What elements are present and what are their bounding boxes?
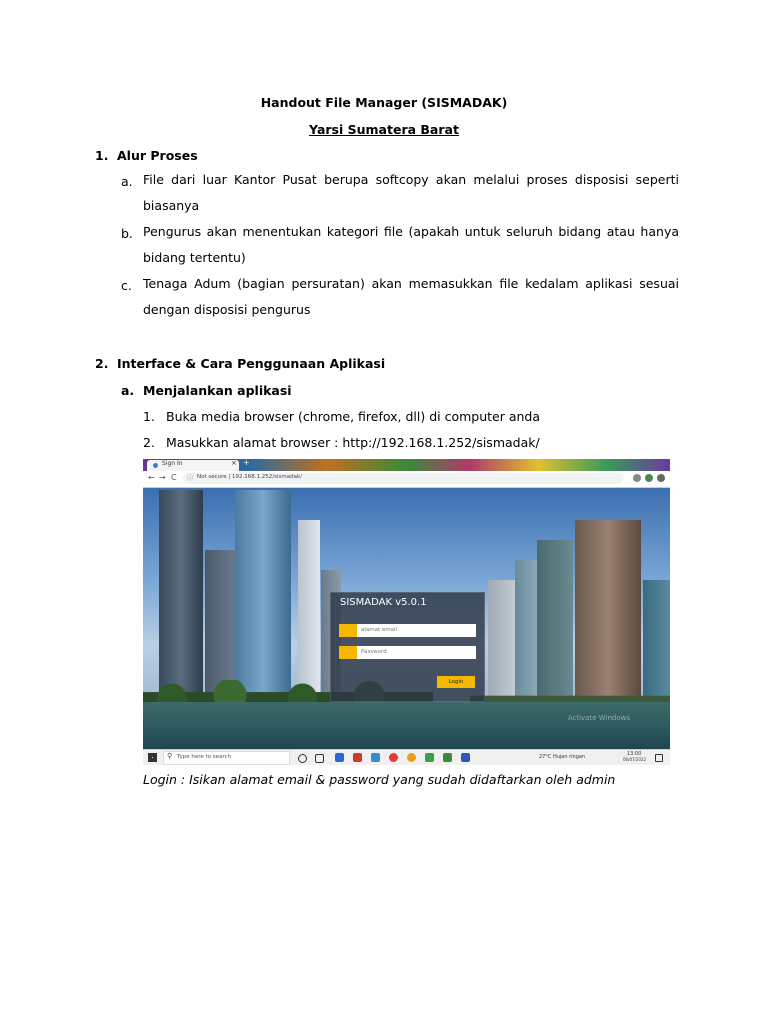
password-input[interactable] — [361, 647, 471, 657]
reload-icon[interactable]: C — [171, 473, 177, 482]
address-bar[interactable] — [183, 473, 623, 484]
app-title: SISMADAK v5.0.1 — [340, 597, 427, 608]
item-a-text: File dari luar Kantor Pusat berupa softcopy akan melalui proses disposisi seperti biasanya — [143, 172, 679, 213]
app-icon[interactable] — [353, 753, 362, 762]
step2-marker: 2. — [143, 435, 155, 450]
forward-icon[interactable]: → — [159, 473, 166, 482]
app-icon[interactable] — [371, 753, 380, 762]
section1-number: 1. — [95, 148, 109, 163]
favicon-icon — [153, 463, 158, 468]
section1-heading: Alur Proses — [117, 148, 198, 163]
browser-tab[interactable] — [147, 460, 239, 471]
back-icon[interactable]: ← — [148, 473, 155, 482]
app-screenshot — [143, 459, 670, 765]
building — [159, 490, 203, 700]
opera-icon[interactable] — [389, 753, 398, 762]
weather-status[interactable]: 27°C Hujan ringan — [539, 754, 586, 760]
extension-icon[interactable] — [633, 474, 641, 482]
step2-text: Masukkan alamat browser : http://192.168.1.252/sismadak/ — [166, 435, 540, 450]
email-field[interactable] — [339, 624, 476, 637]
browser-url-bar — [143, 471, 670, 488]
windows-icon[interactable] — [148, 753, 157, 762]
windows-taskbar — [143, 749, 670, 765]
taskbar-search[interactable] — [163, 751, 290, 765]
key-icon — [339, 646, 357, 659]
word-icon[interactable] — [461, 753, 470, 762]
document-title: Handout File Manager (SISMADAK) — [260, 95, 508, 110]
browser-tab-bar — [143, 459, 670, 471]
building — [235, 490, 291, 710]
app-icon[interactable] — [335, 753, 344, 762]
app-icon[interactable] — [425, 753, 434, 762]
step1-text: Buka media browser (chrome, firefox, dll) di computer anda — [166, 409, 541, 424]
subsection-a-marker: a. — [121, 383, 135, 398]
river — [143, 702, 670, 750]
activate-windows-watermark: Activate Windows — [567, 714, 630, 722]
step1-marker: 1. — [143, 409, 155, 424]
app-icon[interactable] — [443, 753, 452, 762]
clock-date[interactable]: 06/07/2022 — [623, 757, 647, 762]
menu-icon[interactable] — [657, 474, 665, 482]
tab-title: Sign In — [162, 460, 183, 467]
task-view-icon[interactable] — [315, 754, 324, 763]
close-icon[interactable]: × — [231, 459, 237, 467]
extension-icon[interactable] — [645, 474, 653, 482]
user-icon — [339, 624, 357, 637]
search-icon: ⚲ — [167, 752, 173, 760]
password-field[interactable] — [339, 646, 476, 659]
section2-heading: Interface & Cara Penggunaan Aplikasi — [117, 356, 386, 371]
login-panel — [330, 592, 485, 702]
login-button[interactable]: Login — [437, 676, 475, 688]
chrome-icon[interactable] — [407, 753, 416, 762]
building — [575, 520, 641, 710]
address-text: Not secure | 192.168.1.252/sismadak/ — [197, 474, 302, 480]
item-c-text: Tenaga Adum (bagian persuratan) akan memasukkan file kedalam aplikasi sesuai dengan disposisi pengurus — [143, 276, 679, 317]
item-b-marker: b. — [121, 226, 133, 241]
plus-icon[interactable]: + — [243, 459, 250, 467]
subsection-a-heading: Menjalankan aplikasi — [143, 383, 292, 398]
clock-time[interactable]: 13:00 — [627, 751, 642, 757]
background-cityscape — [143, 488, 670, 750]
item-a-marker: a. — [121, 174, 133, 189]
building — [537, 540, 573, 710]
section2-number: 2. — [95, 356, 109, 371]
document-subtitle: Yarsi Sumatera Barat — [309, 122, 459, 137]
lock-icon: ⓘ — [187, 475, 194, 482]
email-input[interactable] — [361, 625, 471, 635]
cortana-icon[interactable] — [298, 754, 307, 763]
notification-icon[interactable] — [655, 754, 663, 762]
screenshot-caption: Login : Isikan alamat email & password yang sudah didaftarkan oleh admin — [143, 772, 616, 787]
taskbar-search-placeholder: Type here to search — [177, 754, 232, 760]
item-b-text: Pengurus akan menentukan kategori file (apakah untuk seluruh bidang atau hanya bidang tertentu) — [143, 224, 679, 265]
item-c-marker: c. — [121, 278, 132, 293]
